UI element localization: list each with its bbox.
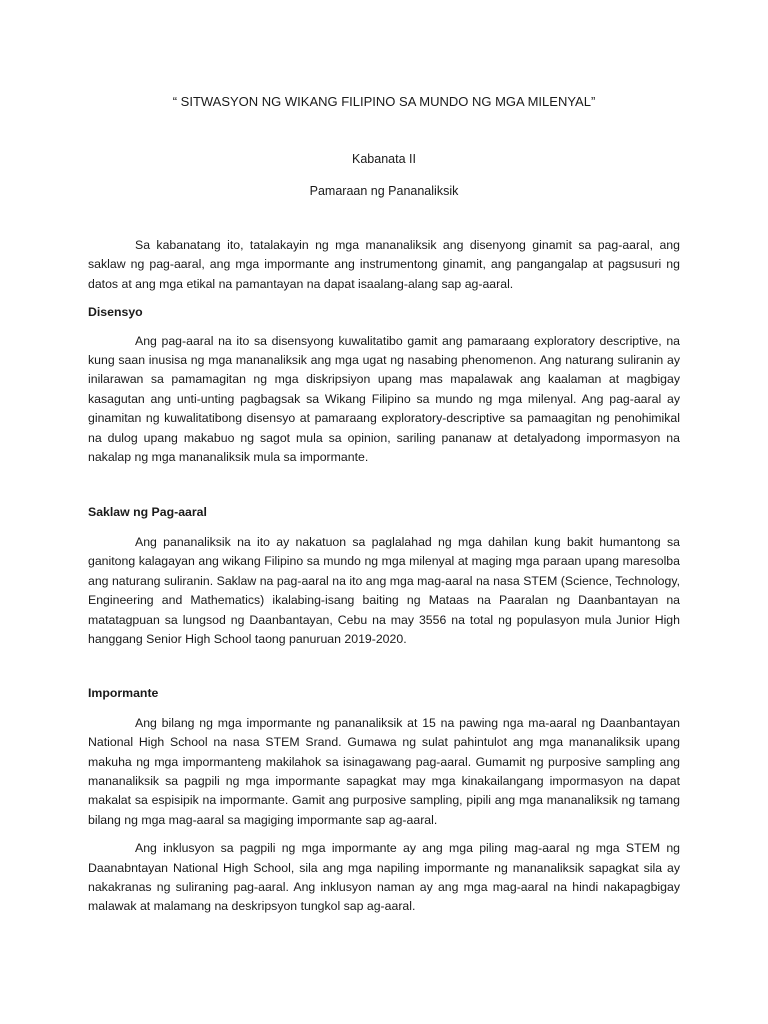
chapter-label: Kabanata II — [352, 152, 416, 166]
saklaw-paragraph: Ang pananaliksik na ito ay nakatuon sa paglalahad ng mga dahilan kung bakit humantong sa ganitong kalagayan ang wikang Filipino sa mundo ng mga milenyal at maging mga paraan upang maresolba ang naturang suliranin. Saklaw na pag-aaral na ito ang mga mag-aaral na nasa STEM (Science, Technology, Engineering and Mathematics) ikalabing-isang baiting ng Mataas na Paaralan ng Daanbantayan na matatagpuan sa lungsod ng Daanbantayan, Cebu na may 3556 na total ng populasyon mula Junior High hanggang Senior High School taong panuruan 2019-2020. — [88, 534, 680, 646]
disensyo-paragraph: Ang pag-aaral na ito sa disensyong kuwalitatibo gamit ang pamaraang exploratory descriptive, na kung saan inusisa ng mga mananaliksik ang mga ugat ng nasabing phenomenon. Ang naturang suliranin ay inilarawan sa pamamagitan ng mga diskripsiyon upang mas mapalawak ang kaalaman at magbigay kasagutan ang unti-unting pagbagsak sa Wikang Filipino sa mundo ng mga milenyal. Ang pag-aaral ay ginamitan ng kuwalitatibong disensyo at pamaraang exploratory-descriptive sa pamaagitan ng penohimikal na dulog upang makabuo ng sagot mula sa opinion, sariling pananaw at detalyadong impormasyon na nakalap ng mga mananaliksik mula sa impormante. — [88, 333, 680, 465]
section-heading-impormante: Impormante — [88, 686, 159, 701]
section-heading-saklaw: Saklaw ng Pag-aaral — [88, 505, 207, 520]
chapter-title: Pamaraan ng Pananaliksik — [309, 184, 459, 198]
impormante-paragraph-2: Ang inklusyon sa pagpili ng mga impormante ay ang mga piling mag-aaral ng mga STEM ng Daanabntayan National High School, sila ang mga napiling impormante ng mananaliksik sapagkat sila ay nakakranas ng suliraning pag-aaral. Ang inklusyon naman ay ang mga mag-aaral na hindi nakapagbigay malawak at malamang na deskripsyon tungkol sap ag-aaral. — [88, 841, 680, 914]
impormante-paragraph-1: Ang bilang ng mga impormante ng pananaliksik at 15 na pawing nga ma-aaral ng Daanbantayan National High School na nasa STEM Srand. Gumawa ng sulat pahintulot ang mga mananaliksik upang makuha ng mga impormanteng makilahok sa isinagawang pag-aaral. Gumamit ng purposive sampling ang mananaliksik sa pagpili ng mga impormante sapagkat may mga kinakailangang impormasyon na dapat makalat sa espisipik na impormante. Gamit ang purposive sampling, pipili ang mga mananaliksik ng tamang bilang ng mga mag-aaral sa magiging impormante sap ag-aaral. — [88, 715, 680, 827]
document-body — [88, 236, 680, 917]
document-title: “ SITWASYON NG WIKANG FILIPINO SA MUNDO NG MGA MILENYAL” — [172, 94, 596, 109]
intro-paragraph: Sa kabanatang ito, tatalakayin ng mga mananaliksik ang disenyong ginamit sa pag-aaral, ang saklaw ng pag-aaral, ang mga impormante ang instrumentong ginamit, ang pangangalap at pagsusuri ng datos at ang mga etikal na pamantayan na dapat isaalang-alang sap ag-aaral. — [88, 238, 680, 291]
section-heading-disensyo: Disensyo — [88, 305, 143, 320]
